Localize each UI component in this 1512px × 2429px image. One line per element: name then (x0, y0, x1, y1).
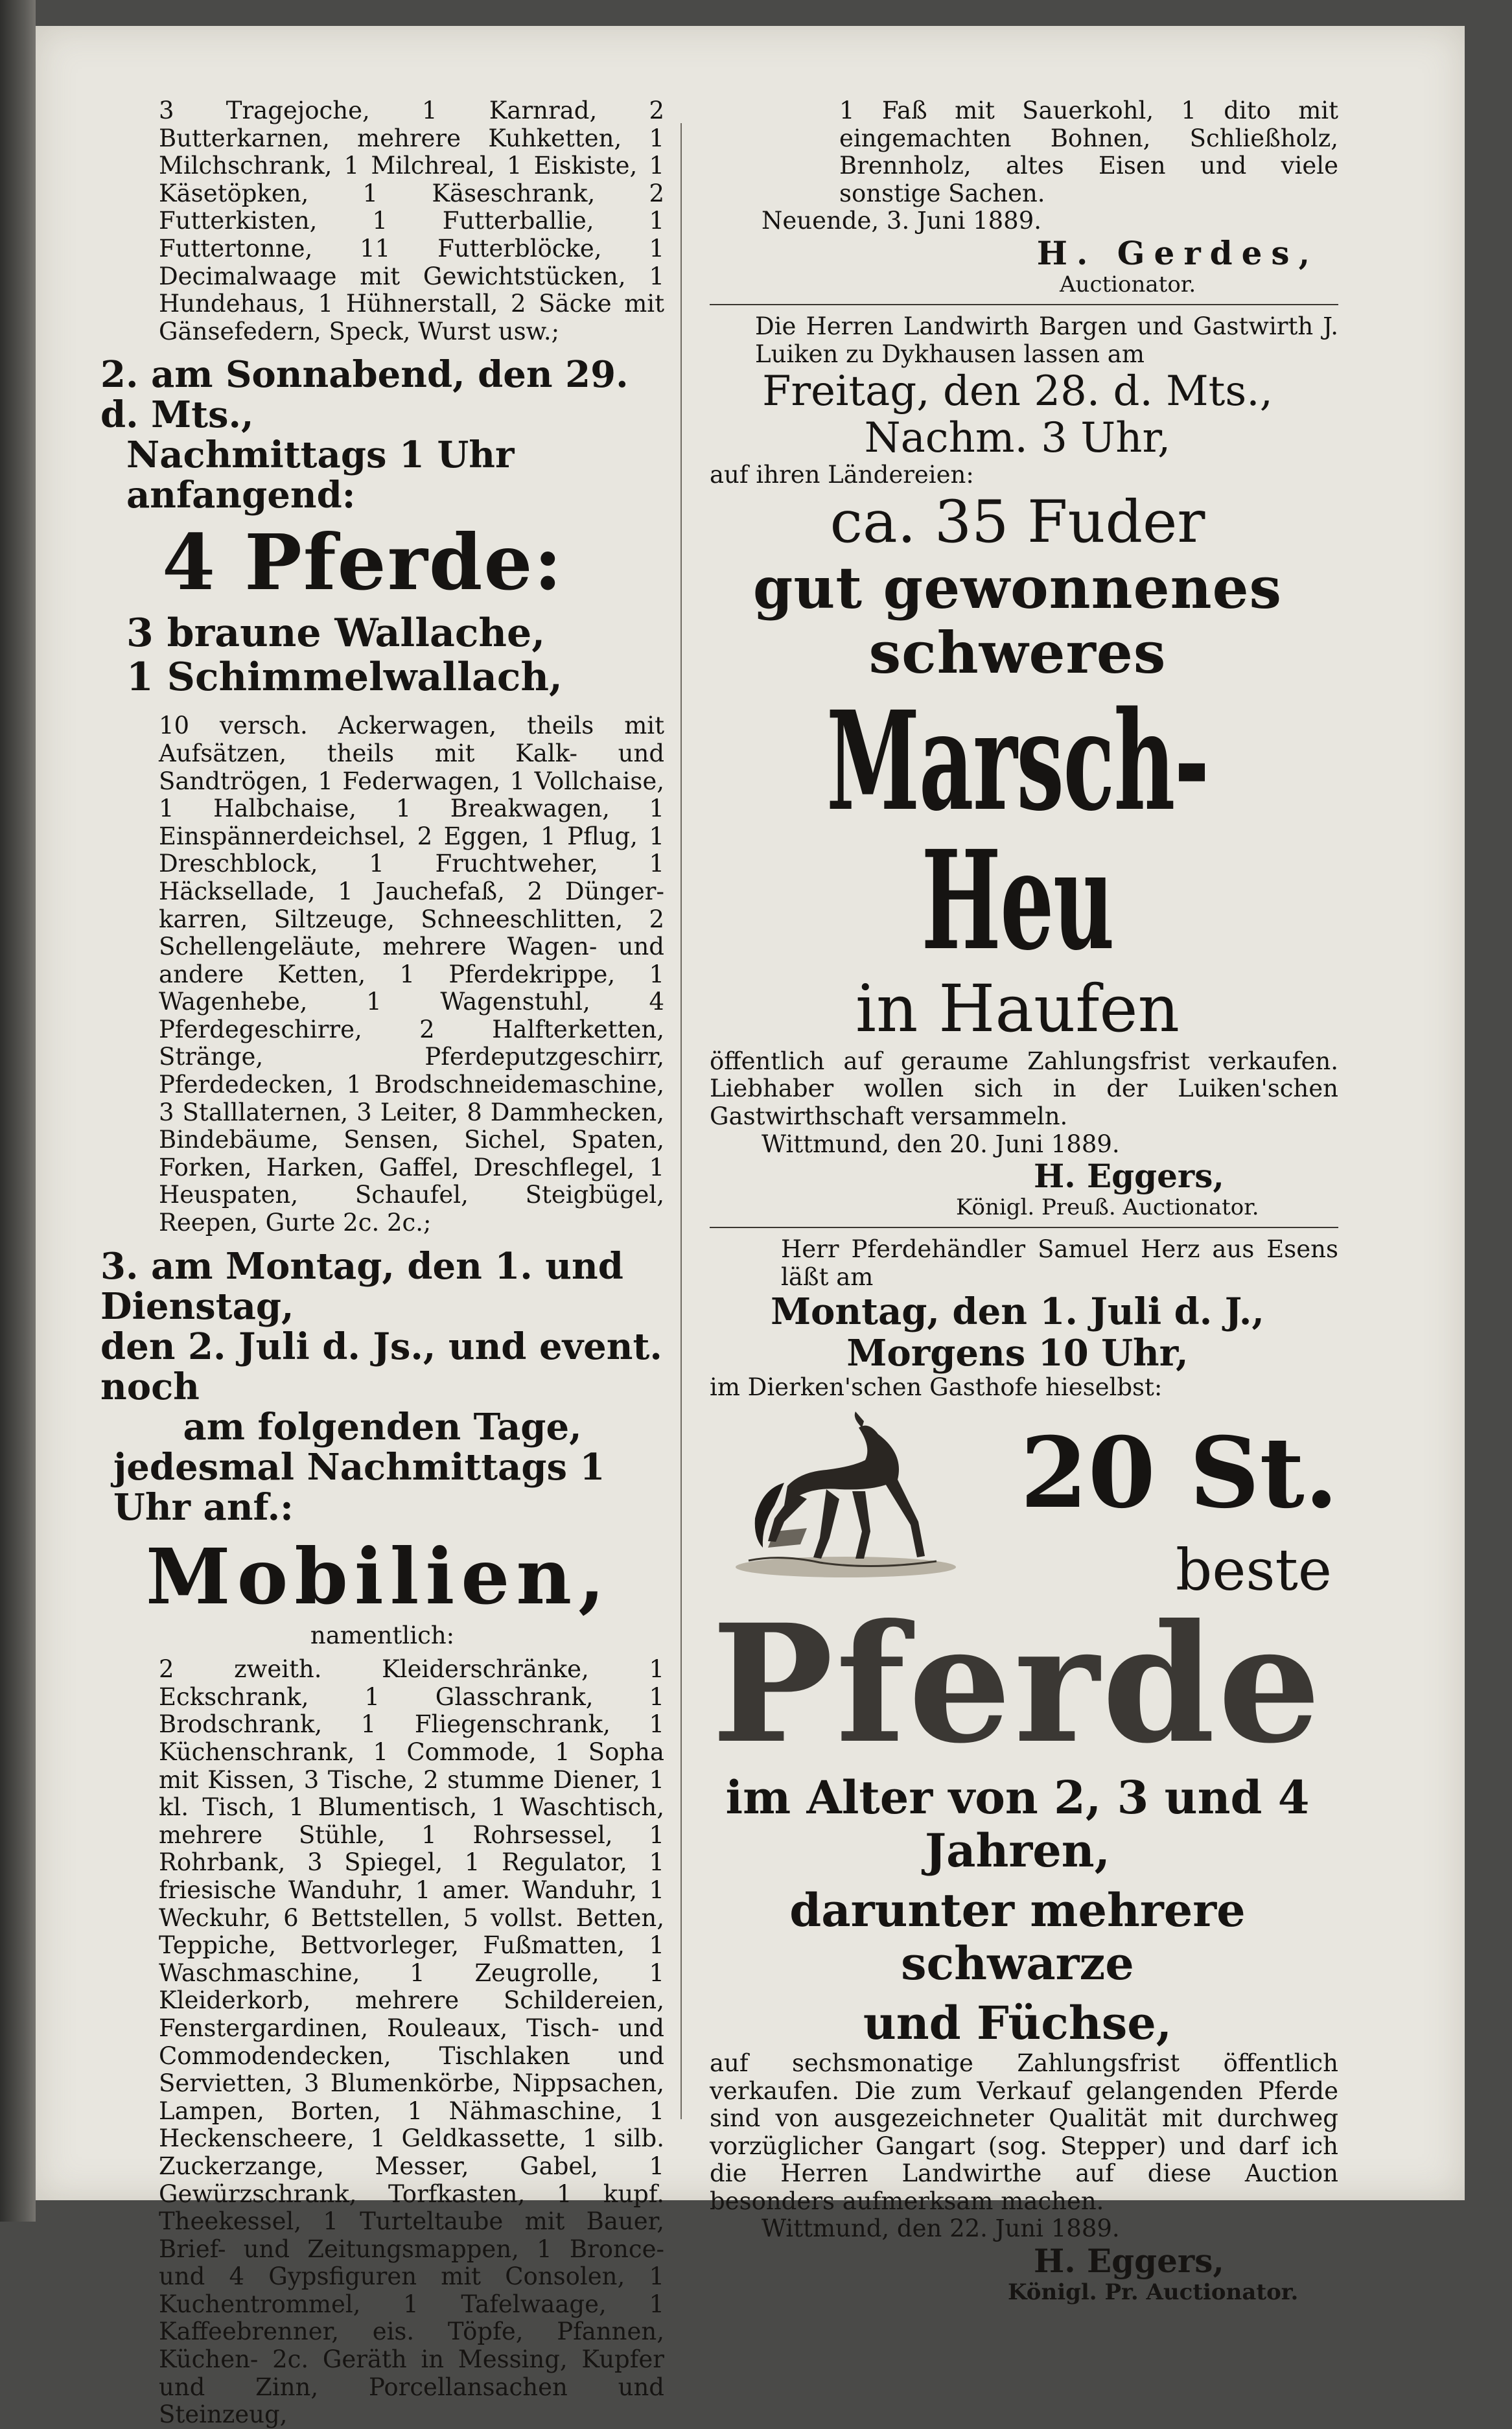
in-haufen-heading: in Haufen (855, 970, 1180, 1047)
ad-separator-2 (710, 1227, 1338, 1228)
heu-ad-quality: gut gewonnenes schweres (752, 553, 1283, 686)
pferde-heading: Pferde (711, 1588, 1324, 1779)
eggers-title-1: Königl. Preuß. Auctionator. (956, 1194, 1259, 1221)
horse-illustration (723, 1408, 956, 1583)
horse-foxes-line: und Füchse, (863, 1995, 1172, 2050)
column-divider (680, 123, 682, 2119)
gerdes-ad-date: Neuende, 3. Juni 1889. (762, 207, 1042, 235)
mobilien-heading: Mobilien, (146, 1531, 612, 1621)
heu-ad-location: auf ihren Ländereien: (710, 461, 974, 489)
section-3-following: am folgenden Tage, (183, 1405, 582, 1448)
heu-ad-quantity: ca. 35 Fuder (830, 487, 1205, 556)
horse-ad-terms: auf sechsmonatige Zahlungsfrist öffentlich verkaufen. Die zum Verkauf gelangenden Pferde sind von ausgezeichneter Qualität mit durchweg vorzüglicher Gangart (sog. Stepper) und darf ich die Herren Landwirthe auf diese Auction besonders aufmerksam machen. (710, 2049, 1338, 2215)
horse-ad-location: im Dierken'schen Gasthofe hieselbst: (710, 1373, 1163, 1402)
section-3-dates: den 2. Juli d. Js., und event. noch (100, 1325, 662, 1408)
section-3-time: jedesmal Nachmittags 1 Uhr anf.: (113, 1445, 605, 1529)
eggers-title-2: Königl. Pr. Auctionator. (1008, 2279, 1299, 2306)
horse-age-line: im Alter von 2, 3 und 4 Jahren, (725, 1770, 1310, 1877)
twenty-pieces-heading: 20 St. (1020, 1415, 1338, 1530)
ad-separator-1 (710, 304, 1338, 305)
grey-gelding: 1 Schimmelwallach, (126, 655, 563, 701)
farm-equipment-paragraph: 10 versch. Ackerwagen, theils mit Aufsätzen, theils mit Kalk- und Sandtrögen, 1 Federwagen, 1 Vollchaise, 1 Halbchaise, 1 Breakwagen, 1 Einspännerdeichsel, 2 Eggen, 1 Pflug, 1 Dreschblock, 1 Fruchtweher, 1 Häcksellade, 1 Jauchefaß, 2 Dünger-karren, Siltzeuge, Schneeschlitten, 2 Schellengeläute, mehrere Wagen- und andere Ketten, 1 Pferdekrippe, 1 Wagenhebe, 1 Wagenstuhl, 4 Pferdegeschirre, 2 Halfterketten, Stränge, Pferdeputzgeschirr, Pferdedecken, 1 Brodschneidemaschine, 3 Stalllaternen, 3 Leiter, 8 Dammhecken, Bindebäume, Sensen, Sichel, Spaten, Forken, Harken, Gaffel, Dreschflegel, 1 Heuspaten, Schaufel, Steigbügel, Reepen, Gurte 2c. 2c.; (159, 712, 664, 1237)
heu-ad-terms: öffentlich auf geraume Zahlungsfrist verkaufen. Liebhaber wollen sich in der Luiken'schen Gastwirthschaft versammeln. (710, 1047, 1338, 1130)
section-3-heading: 3. am Montag, den 1. und Dienstag, (100, 1244, 623, 1328)
section-2-heading: 2. am Sonnabend, den 29. d. Mts., (100, 353, 629, 437)
horse-ad-intro: Herr Pferdehändler Samuel Herz aus Esens läßt am (781, 1235, 1338, 1291)
brown-geldings: 3 braune Wallache, (126, 610, 546, 657)
four-horses-heading: 4 Pferde: (162, 517, 564, 608)
marsch-heu-heading: Marsch-Heu (826, 680, 1209, 981)
eggers-name-2: H. Eggers, (1034, 2242, 1224, 2281)
horse-ad-date: Montag, den 1. Juli d. J., (771, 1290, 1264, 1334)
namentlich-label: namentlich: (310, 1621, 455, 1649)
horse-colors-line: darunter mehrere schwarze (789, 1883, 1246, 1990)
furniture-paragraph: 2 zweith. Kleiderschränke, 1 Eckschrank, 1 Glasschrank, 1 Brodschrank, 1 Fliegenschrank, 1 Küchenschrank, 1 Commode, 1 Sopha mit Kissen, 3 Tische, 2 stumme Diener, 1 kl. Tisch, 1 Blumentisch, 1 Waschtisch, mehrere Stühle, 1 Rohrsessel, 1 Rohrbank, 3 Spiegel, 1 Regulator, 1 friesische Wanduhr, 1 amer. Wanduhr, 1 Weckuhr, 6 Bettstellen, 5 vollst. Betten, Teppiche, Bettvorleger, Fußmatten, 1 Waschmaschine, 1 Zeugrolle, 1 Kleiderkorb, mehrere Schildereien, Fenstergardinen, Rouleaux, Tisch- und Commodendecken, Tischlaken und Servietten, 3 Blumenkörbe, Nippsachen, Lampen, Borten, 1 Nähmaschine, 1 Heckenscheere, 1 Geldkassette, 1 silb. Zuckerzange, Messer, Gabel, 1 Gewürzschrank, Torfkasten, 1 kupf. Theekessel, 1 Turteltaube mit Bauer, Brief- und Zeitungsmappen, 1 Bronce- und 4 Gypsfiguren mit Consolen, 1 Kuchentrommel, 1 Tafelwaage, 1 Kaffeebrenner, eis. Töpfe, Pfannen, Küchen- 2c. Geräth in Messing, Kupfer und Zinn, Porcellansachen und Steinzeug, (159, 1655, 664, 2429)
horse-illustration-row (697, 1408, 1338, 1603)
left-column (100, 97, 664, 2429)
horse-ad-time: Morgens 10 Uhr, (846, 1332, 1189, 1375)
heu-ad-date: Freitag, den 28. d. Mts., (762, 367, 1273, 416)
book-binding (0, 0, 36, 2222)
beste-heading: beste (1175, 1536, 1332, 1603)
right-column (697, 97, 1338, 2305)
heu-ad-time: Nachm. 3 Uhr, (864, 414, 1171, 463)
horse-ad-place-date: Wittmund, den 22. Juni 1889. (762, 2214, 1120, 2243)
heu-ad-intro: Die Herren Landwirth Bargen und Gastwirth J. Luiken zu Dykhausen lassen am (755, 312, 1338, 368)
heu-ad-place-date: Wittmund, den 20. Juni 1889. (762, 1130, 1120, 1158)
section-2-time: Nachmittags 1 Uhr anfangend: (126, 434, 515, 517)
eggers-name-1: H. Eggers, (1034, 1157, 1224, 1196)
left-items-paragraph: 3 Tragejoche, 1 Karnrad, 2 Butterkarnen, mehrere Kuhketten, 1 Milchschrank, 1 Milchreal, 1 Eiskiste, 1 Käsetöpken, 1 Käseschrank, 2 Futterkisten, 1 Futterballie, 1 Futtertonne, 11 Futterblöcke, 1 Decimalwaage mit Gewichtstücken, 1 Hundehaus, 1 Hühnerstall, 2 Säcke mit Gänsefedern, Speck, Wurst usw.; (159, 97, 664, 345)
gerdes-ad-text: 1 Faß mit Sauerkohl, 1 dito mit eingemachten Bohnen, Schließholz, Brennholz, altes Eisen und viele sonstige Sachen. (839, 97, 1338, 207)
gerdes-title: Auctionator. (1060, 271, 1196, 297)
gerdes-name: H. Gerdes, (1036, 233, 1319, 272)
